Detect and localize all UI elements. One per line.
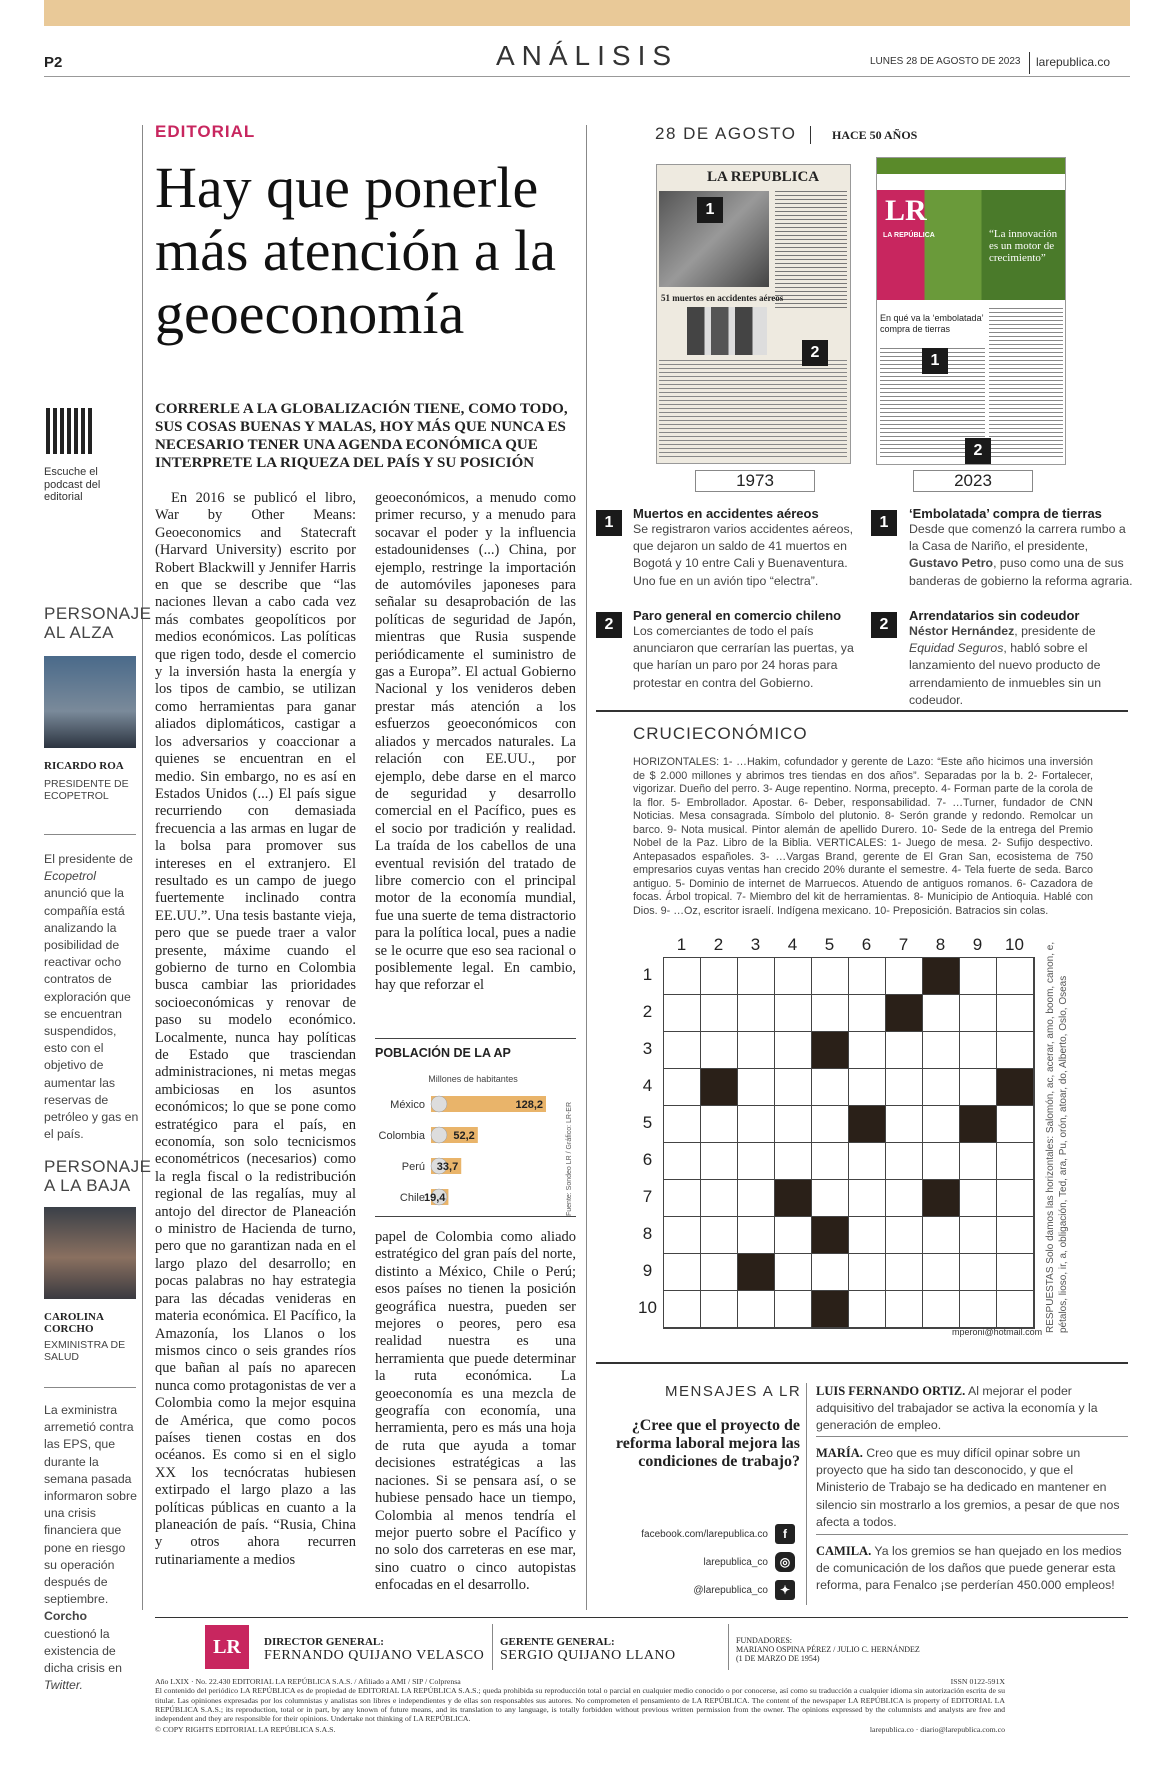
crossword-cell[interactable]: [886, 1291, 923, 1328]
crossword-black-cell: [812, 1217, 849, 1254]
crossword-cell[interactable]: [738, 1291, 775, 1328]
footer-rule: [155, 1617, 1128, 1618]
old-masthead: LA REPUBLICA: [707, 169, 820, 185]
crossword-cell[interactable]: [738, 995, 775, 1032]
site-link[interactable]: larepublica.co: [1036, 55, 1111, 69]
crossword-cell[interactable]: [923, 1143, 960, 1180]
crossword-cell[interactable]: [960, 1291, 997, 1328]
crossword-cell[interactable]: [664, 958, 701, 995]
crossword-column-numbers: [663, 935, 1035, 957]
new-logo-sub: LA REPÚBLICA: [883, 232, 935, 239]
hace50-item-2023-2: Arrendatarios sin codeudor Néstor Hernández, presidente de Equidad Seguros, habló sobre el lanzamiento del nuevo producto de arrendamiento de inmuebles sin un codeudor.: [909, 608, 1102, 707]
crossword-cell[interactable]: [923, 1291, 960, 1328]
crossword-cell[interactable]: [849, 1217, 886, 1254]
page-number: P2: [44, 54, 63, 71]
alza-heading: PERSONAJE AL ALZA: [44, 604, 152, 642]
old-headline: 51 muertos en accidentes aéreos: [661, 293, 784, 303]
chart-title: POBLACIÓN DE LA AP: [375, 1046, 511, 1060]
crossword-col-number: 10: [1005, 935, 1024, 954]
cover-marker-1: 1: [697, 197, 723, 223]
crossword-row-number: 3: [642, 1039, 653, 1058]
crossword-cell[interactable]: [664, 1069, 701, 1106]
crossword-black-cell: [960, 1106, 997, 1143]
crossword-cell[interactable]: [775, 958, 812, 995]
crossword-cell[interactable]: [775, 1143, 812, 1180]
chart-category-label: Perú: [401, 1161, 425, 1173]
crossword-cell[interactable]: [960, 1143, 997, 1180]
cover-marker-2: 2: [965, 438, 991, 464]
crossword-cell[interactable]: [701, 1032, 738, 1069]
hace50-item-1973-2: Paro general en comercio chileno Los comerciantes de todo el país anunciaron que cerrarían las puertas, ya que harían un paro por 24 horas para protestar en contra del Gobierno.: [633, 608, 854, 690]
sidebar-rule: [44, 834, 136, 835]
hace50-separator: [810, 126, 811, 144]
podcast-text: Escuche el podcast del editorial: [44, 466, 101, 503]
crossword-cell[interactable]: [886, 1180, 923, 1217]
crossword-cell[interactable]: [664, 1217, 701, 1254]
instagram-icon[interactable]: ◎: [775, 1552, 795, 1572]
item-number: 2: [871, 612, 897, 638]
crossword-cell[interactable]: [997, 995, 1034, 1032]
crossword-cell[interactable]: [923, 1254, 960, 1291]
chart-bottom-rule: [375, 1216, 576, 1217]
crossword-cell[interactable]: [812, 1180, 849, 1217]
crossword-cell[interactable]: [886, 1217, 923, 1254]
footer-logo: LR: [205, 1625, 249, 1669]
new-inner-headline: En qué va la ‘embolatada’ compra de tierras: [880, 313, 984, 334]
issue-date: LUNES 28 DE AGOSTO DE 2023: [870, 56, 1021, 67]
flag-icon: [431, 1127, 447, 1143]
crossword-cell[interactable]: [923, 995, 960, 1032]
crossword-row-number: 6: [642, 1150, 653, 1169]
crossword-black-cell: [701, 1069, 738, 1106]
crossword-cell[interactable]: [738, 1217, 775, 1254]
new-cover-quote: “La innovación es un motor de crecimiento”: [989, 228, 1058, 264]
editorial-column-2b: papel de Colombia como aliado estratégico del gran país del norte, distinto a México, Chile o Perú; esos países no tienen la posición geográfica nuestra, pueden ser mejores o peores, pero esa realidad nuestra es una herramienta que puede determinar la ruta económica. La geoeconomía es una mezcla de geografía con economía, una herramienta, pero es más una hoja de ruta que ayuda a tomar decisiones estratégicas a las naciones. Si se pensara así, o se hubiese pensado hace un tiempo, Colombia al menos tendría el mejor puerto sobre el Pacífico y no solo dos carreteras en ese mar, sino cuatro o cinco autopistas enfocadas en el desarrollo.: [375, 1229, 576, 1594]
crossword-cell[interactable]: [886, 1143, 923, 1180]
crossword-cell[interactable]: [738, 1032, 775, 1069]
chart-source: Fuente: Sondeo LR / Gráfico: LR-ER: [566, 1102, 573, 1216]
crossword-col-number: 3: [750, 935, 761, 954]
editorial-subtitle: CORRERLE A LA GLOBALIZACIÓN TIENE, COMO TODO, SUS COSAS BUENAS Y MALAS, HOY MÁS QUE NUNCA ES NECESARIO TENER UNA AGENDA ECONÓMICA QUE INTERPRETE LA RIQUEZA DEL PAÍS Y SU POSICIÓN: [155, 401, 568, 471]
baja-name: CAROLINA CORCHO: [44, 1311, 104, 1335]
crossword-cell[interactable]: [886, 1106, 923, 1143]
crossword-title: CRUCIECONÓMICO: [633, 724, 808, 743]
crossword-cell[interactable]: [960, 1069, 997, 1106]
hace50-item-2023-1: ‘Embolatada’ compra de tierras Desde que comenzó la carrera rumbo a la Casa de Nariño, el presidente, Gustavo Petro, puso como una de sus banderas de gobierno la reforma agraria.: [909, 506, 1133, 588]
mensajes-question: ¿Cree que el proyecto de reforma laboral mejora las condiciones de trabajo?: [615, 1417, 800, 1470]
carolina-corcho-photo: [44, 1207, 136, 1299]
crossword-cell[interactable]: [923, 1069, 960, 1106]
crossword-row-number: 9: [642, 1261, 653, 1280]
crossword-cell[interactable]: [886, 1254, 923, 1291]
item-number: 2: [596, 612, 622, 638]
cover-marker-1: 1: [922, 348, 948, 374]
crossword-cell[interactable]: [664, 1106, 701, 1143]
crossword-cell[interactable]: [812, 1143, 849, 1180]
gerente-block: GERENTE GENERAL: SERGIO QUIJANO LLANO: [500, 1636, 676, 1663]
crossword-col-number: 1: [676, 935, 687, 954]
editorial-column-1: En 2016 se publicó el libro, War by Other Means: Geoeconomics and Statecraft (Harvard University) escrito por Robert Blackwill y Jennifer Harris en que se describe que “las naciones llevan a cabo cada vez más combates geopolíticos por medios económicos. Las políticas que rigen todo, desde el comercio y la inversión hasta la energía y los tipos de cambio, se utilizan como herramientas para ganar aliados diplomáticos, castigar a los adversarios y coaccionar a quienes se encuentran en el medio. Sin embargo, no es así en Estados Unidos (...) El país sigue recurriendo con demasiada frecuencia a las armas en lugar de la bolsa para promover sus intereses en el extranjero. El resultado es un campo de juego fuertemente inclinado contra EE.UU.”. Una tesis bastante vieja, pero que se puede traer a valor presente, máxime cuando el gobierno de turno en Colombia busca cambiar las prioridades socioeconómicas y renovar de paso su modelo económico. Localmente, nunca hay políticas de Estado que trasciendan administraciones, ni metas megas ambiciosas en los asuntos económicos; lo que se pone como estratégico para el país, en economía, son solo tecnicismos econométricos (necesarios) como la regla fiscal o la redistribución regional de las regalías, muy al antojo del director de Planeación o ministro de Hacienda de turno, pero que no garantizan nada en el largo plazo del desarrollo; en pocas palabras no hay estrategia para las décadas venideras en materia económica. El Pacífico, la Amazonía, los Llanos o los mismos cinco o seis grandes ríos que bañan al país no aparecen nunca como protagonistas de ver a Colombia como la mejor esquina de América, que como pocos países tienen costas en dos océanos. Es como si en el siglo XX los tecnócratas hubiesen extirpado el largo plazo a las políticas públicas en cuanto a la planeación de país. “Rusia, China y otros ahora recurren rutinariamente a medios: [155, 490, 356, 1568]
crossword-answers: RESPUESTAS Solo damos las horizontales: Salomón, ac, acerar, amo, boom, canon, e, pétalos, lioso, ir, a, obligación, Ted, ara, Pu, orón, atoar, do, Alberto, Oslo, Oseas: [1045, 941, 1069, 1333]
chart-top-rule: [375, 1038, 576, 1039]
chart-category-label: Chile: [399, 1192, 425, 1204]
crossword-cell[interactable]: [738, 958, 775, 995]
cover-2023: [876, 157, 1066, 465]
message-rule: [816, 1534, 1128, 1535]
chart-value-label: 128,2: [515, 1099, 543, 1111]
crossword-black-cell: [923, 958, 960, 995]
crossword-black-cell: [997, 1069, 1034, 1106]
ricardo-roa-photo: [44, 656, 136, 748]
old-cover-text: [775, 191, 847, 311]
crossword-cell[interactable]: [997, 1032, 1034, 1069]
crossword-cell[interactable]: [664, 995, 701, 1032]
chart-category-label: México: [390, 1099, 425, 1111]
item-number: 1: [596, 510, 622, 536]
section-title: ANÁLISIS: [495, 40, 679, 71]
top-color-band: [44, 0, 1130, 26]
alza-description: El presidente de Ecopetrol anunció que la compañía está analizando la posibilidad de reactivar ocho contratos de exploración que se encuentran suspendidos, esto con el objetivo de aumentar las reservas de petróleo y gas en el país.: [44, 852, 139, 1142]
crossword-cell[interactable]: [960, 1180, 997, 1217]
crossword-cell[interactable]: [886, 1032, 923, 1069]
crossword-cell[interactable]: [701, 1143, 738, 1180]
section-rule: [596, 1362, 1128, 1364]
crossword-black-cell: [812, 1291, 849, 1328]
crossword-black-cell: [849, 1106, 886, 1143]
mensajes-divider: [806, 1383, 807, 1605]
instagram-link[interactable]: larepublica_co: [703, 1557, 768, 1568]
crossword-clues: HORIZONTALES: 1- …Hakim, cofundador y gerente de Lazo: “Este año hicimos una inversión de $ 2.000 millones y abrimos tres tiendas en dos años”. Separadas por la b. 2- Fortalecer, vigorizar. Dueño del perro. 3- Auge repentino. Norma, precepto. 4- Forman parte de la corola de la flor. 5- Embrollador. Apostar. 6- Deber, responsabilidad. 7- …Turner, fundador de CNN Noticias. Mesa consagrada. Símbolo del plutonio. 8- Serón grande y redondo. Remolcar un barco. 9- Nota musical. Pintor alemán de apellido Durero. 10- Sede de la entrega del Premio Nobel de la Paz. Libro de la Biblia. VERTICALES: 1- Juego de mesa. 2- Sufijo despectivo. Antepasados españoles. 3- …Vargas Brand, gerente de El Gran San, ecosistema de 750 empresarios cuyas ventas han crecido 20% durante el semestre. 4- Tela fuerte de seda. Barco antiguo. 5- Dominio de internet de Marruecos. Atuendo de antiguos romanos. 6- Cazadora de focas. Árbol tropical. 7- Miembro del kit de herramientas. 8- Municipio de Antioquia. Hablé con Dios. 9- …Oz, escritor israelí. Indígena mexicano. 10- Preposición. Batracios sin colas.: [633, 756, 1093, 917]
crossword-col-number: 9: [972, 935, 983, 954]
fundadores-block: FUNDADORES: MARIANO OSPINA PÉREZ / JULIO C. HERNÁNDEZ (1 DE MARZO DE 1954): [736, 1636, 920, 1663]
header-separator: [1029, 52, 1030, 74]
crossword-cell[interactable]: [775, 1106, 812, 1143]
crossword-cell[interactable]: [997, 1143, 1034, 1180]
crossword-col-number: 8: [935, 935, 946, 954]
crossword-black-cell: [886, 995, 923, 1032]
crossword-cell[interactable]: [960, 1032, 997, 1069]
crossword-cell[interactable]: [775, 995, 812, 1032]
crossword-cell[interactable]: [701, 958, 738, 995]
crossword-row-number: 4: [642, 1076, 653, 1095]
twitter-icon[interactable]: ✦: [775, 1580, 795, 1600]
crossword-cell[interactable]: [775, 1254, 812, 1291]
crossword-cell[interactable]: [812, 1254, 849, 1291]
crossword-cell[interactable]: [701, 1217, 738, 1254]
message-1: LUIS FERNANDO ORTIZ. Al mejorar el poder adquisitivo del trabajador se activa la economía y la generación de empleo.: [816, 1384, 1098, 1433]
crossword-col-number: 6: [861, 935, 872, 954]
crossword-cell[interactable]: [849, 1254, 886, 1291]
new-cover-text: [989, 308, 1063, 458]
hace50-item-1973-1: Muertos en accidentes aéreos Se registraron varios accidentes aéreos, que dejaron un saldo de 41 muertos en Bogotá y 10 entre Cali y Buenaventura. Uno fue en un avión tipo “electra”.: [633, 506, 854, 588]
crossword-cell[interactable]: [664, 1291, 701, 1328]
crossword-row-number: 7: [642, 1187, 653, 1206]
crossword-cell[interactable]: [960, 1254, 997, 1291]
crossword-cell[interactable]: [812, 1106, 849, 1143]
crossword-row-number: 10: [638, 1298, 657, 1317]
crossword-cell[interactable]: [738, 1069, 775, 1106]
crossword-row-numbers: [635, 957, 663, 1329]
twitter-link[interactable]: @larepublica_co: [693, 1585, 768, 1596]
alza-name: RICARDO ROA: [44, 760, 124, 772]
crossword-cell[interactable]: [997, 1291, 1034, 1328]
crossword-col-number: 7: [898, 935, 909, 954]
editorial-column-2a: geoeconómicos, a menudo como primer recurso, y a menudo para socavar el poder y la influencia estadounidenses (...) China, por ejemplo, restringe la importación de automóviles japoneses para señalar su desaprobación de las políticas de seguridad de Japón, mientras que Rusia suspende periódicamente el suministro de gas a Europa”. El actual Gobierno Nacional y los venideros deben prestar más atención a los esfuerzos geoeconómicos con aliados y mercados naturales. La relación con EE.UU., por ejemplo, debe darse en el marco de seguridad y desarrollo comercial en el Pacífico, pues es el socio por tradición y realidad. La traída de los cabellos de una eventual revisión del tratado de libre comercio con el principal motor de la economía mundial, fue una suerte de tema distractorio para la política local, pues a nadie se le ocurre que eso sea racional o posiblemente legal. En cambio, hay que reforzar el: [375, 490, 576, 994]
editorial-title: Hay que ponerle más atención a la geoeconomía: [155, 155, 556, 346]
crossword-cell[interactable]: [701, 1291, 738, 1328]
old-portraits: [687, 307, 767, 355]
crossword-cell[interactable]: [775, 1217, 812, 1254]
crossword-cell[interactable]: [701, 995, 738, 1032]
crossword-cell[interactable]: [997, 1180, 1034, 1217]
message-3: CAMILA. Ya los gremios se han quejado en los medios de comunicación de los daños que puede generar esta reforma, para Fenalco ¡se perderían 450.000 empleos!: [816, 1544, 1122, 1593]
chart-category-label: Colombia: [378, 1130, 425, 1142]
year-2023: 2023: [913, 470, 1033, 492]
crossword-grid[interactable]: [663, 957, 1035, 1329]
crossword-cell[interactable]: [849, 1291, 886, 1328]
crossword-cell[interactable]: [738, 1143, 775, 1180]
section-rule: [596, 710, 1128, 712]
flag-icon: [431, 1096, 447, 1112]
item-number: 1: [871, 510, 897, 536]
crossword-cell[interactable]: [849, 1032, 886, 1069]
sidebar-rule: [44, 1387, 136, 1388]
crossword-cell[interactable]: [997, 1217, 1034, 1254]
facebook-icon[interactable]: f: [775, 1524, 795, 1544]
crossword-cell[interactable]: [812, 995, 849, 1032]
crossword-cell[interactable]: [775, 1032, 812, 1069]
crossword-row-number: 2: [642, 1002, 653, 1021]
crossword-cell[interactable]: [664, 1143, 701, 1180]
crossword-cell[interactable]: [701, 1254, 738, 1291]
crossword-cell[interactable]: [701, 1106, 738, 1143]
crossword-cell[interactable]: [849, 958, 886, 995]
center-divider: [586, 125, 587, 1610]
crossword-cell[interactable]: [849, 1143, 886, 1180]
alza-role: PRESIDENTE DE ECOPETROL: [44, 778, 129, 802]
header-rule: [44, 76, 1130, 77]
mensajes-title: MENSAJES A LR: [665, 1383, 802, 1400]
crossword-cell[interactable]: [960, 1217, 997, 1254]
crossword-email: mperoni@hotmail.com: [952, 1327, 1043, 1337]
crossword-black-cell: [923, 1180, 960, 1217]
editorial-label: EDITORIAL: [155, 122, 256, 141]
legal-text: Año LXIX · No. 22.430 EDITORIAL LA REPÚBLICA S.A.S. / Afiliado a AMI / SIP / Colprensa ISSN 0122-591X El contenido del periódico LA REPÚBLICA es de propiedad de EDITORIAL LA REPÚBLICA S.A.S.; queda prohibida su reproducción total o parcial en cualquier medio conocido o por conocerse, así como su traducción a cualquier idioma sin autorización escrita de su titular. Las opiniones expresadas por los columnistas y analistas son libres e independientes y de ellas son responsables sus autores. No comprometen el pensamiento de LA REPÚBLICA. The content of the newspaper LA REPÚBLICA is property of EDITORIAL LA REPÚBLICA S.A.S.; its reproduction, total or in part, by any known of future means, and its translation to any language, is totally forbidden without previous written permission from the owner. The opinions expressed by the columnists and analysts are free and independent and they are responsible for their opinions. Undertake not thinking of LA REPÚBLICA. © COPY RIGHTS EDITORIAL LA REPÚBLICA S.A.S. larepublica.co · diario@larepublica.com.co: [155, 1677, 1005, 1735]
crossword-row-number: 8: [642, 1224, 653, 1243]
chart-value-label: 52,2: [453, 1130, 475, 1142]
crossword-cell[interactable]: [812, 958, 849, 995]
hace50-label: HACE 50 AÑOS: [832, 128, 918, 142]
crossword-cell[interactable]: [664, 1180, 701, 1217]
crossword-cell[interactable]: [923, 1217, 960, 1254]
facebook-link[interactable]: facebook.com/larepublica.co: [641, 1529, 768, 1540]
crossword-cell[interactable]: [997, 1106, 1034, 1143]
chart-value-label: 33,7: [436, 1161, 459, 1173]
baja-heading: PERSONAJE A LA BAJA: [44, 1157, 152, 1195]
qr-code-icon[interactable]: [46, 408, 92, 454]
crossword-cell[interactable]: [886, 958, 923, 995]
crossword-cell[interactable]: [664, 1032, 701, 1069]
crossword-cell[interactable]: [886, 1069, 923, 1106]
baja-description: La exministra arremetió contra las EPS, que durante la semana pasada informaron sobre una crisis financiera que pone en riesgo su operación después de septiembre. Corcho cuestionó la existencia de dicha crisis en Twitter.: [44, 1403, 137, 1693]
crossword-row-number: 1: [642, 965, 653, 984]
crossword-cell[interactable]: [960, 995, 997, 1032]
crossword-cell[interactable]: [960, 958, 997, 995]
crossword-cell[interactable]: [775, 1069, 812, 1106]
crossword-black-cell: [812, 1032, 849, 1069]
chart-value-label: 19,4: [423, 1192, 446, 1204]
crossword-col-number: 2: [713, 935, 724, 954]
new-cover-topbar: [877, 158, 1065, 174]
cover-marker-2: 2: [802, 340, 828, 366]
crossword-cell[interactable]: [849, 995, 886, 1032]
crossword-black-cell: [775, 1180, 812, 1217]
crossword-cell[interactable]: [997, 958, 1034, 995]
crossword-cell[interactable]: [664, 1254, 701, 1291]
baja-role: EXMINISTRA DE SALUD: [44, 1339, 126, 1363]
crossword-cell[interactable]: [849, 1180, 886, 1217]
message-rule: [816, 1436, 1128, 1437]
crossword-cell[interactable]: [775, 1291, 812, 1328]
population-chart: [375, 1066, 576, 1226]
hace50-date: 28 DE AGOSTO: [655, 124, 797, 143]
director-block: DIRECTOR GENERAL: FERNANDO QUIJANO VELASCO: [264, 1636, 485, 1663]
crossword-cell[interactable]: [812, 1069, 849, 1106]
year-1973: 1973: [695, 470, 815, 492]
crossword-col-number: 4: [787, 935, 798, 954]
crossword-cell[interactable]: [738, 1180, 775, 1217]
footer-divider: [728, 1624, 729, 1670]
crossword-row-number: 5: [642, 1113, 653, 1132]
crossword-black-cell: [738, 1254, 775, 1291]
crossword-cell[interactable]: [738, 1106, 775, 1143]
crossword-cell[interactable]: [923, 1032, 960, 1069]
cover-1973: [656, 164, 851, 464]
left-divider: [142, 125, 143, 1610]
crossword-cell[interactable]: [997, 1254, 1034, 1291]
new-logo: LR: [885, 194, 927, 227]
crossword-cell[interactable]: [849, 1069, 886, 1106]
crossword-cell[interactable]: [923, 1106, 960, 1143]
footer-divider: [492, 1624, 493, 1670]
crossword-col-number: 5: [824, 935, 835, 954]
old-cover-columns: [659, 360, 847, 460]
chart-ylabel: Millones de habitantes: [428, 1074, 518, 1084]
crossword-cell[interactable]: [701, 1180, 738, 1217]
message-2: MARÍA. Creo que es muy difícil opinar sobre un proyecto que ha sido tan desconocido, y que el Ministerio de Trabajo se ha dedicado en mantener en silencio sin mostrarlo a los gremios, a pesar de que nos afecta a todos.: [816, 1446, 1120, 1529]
